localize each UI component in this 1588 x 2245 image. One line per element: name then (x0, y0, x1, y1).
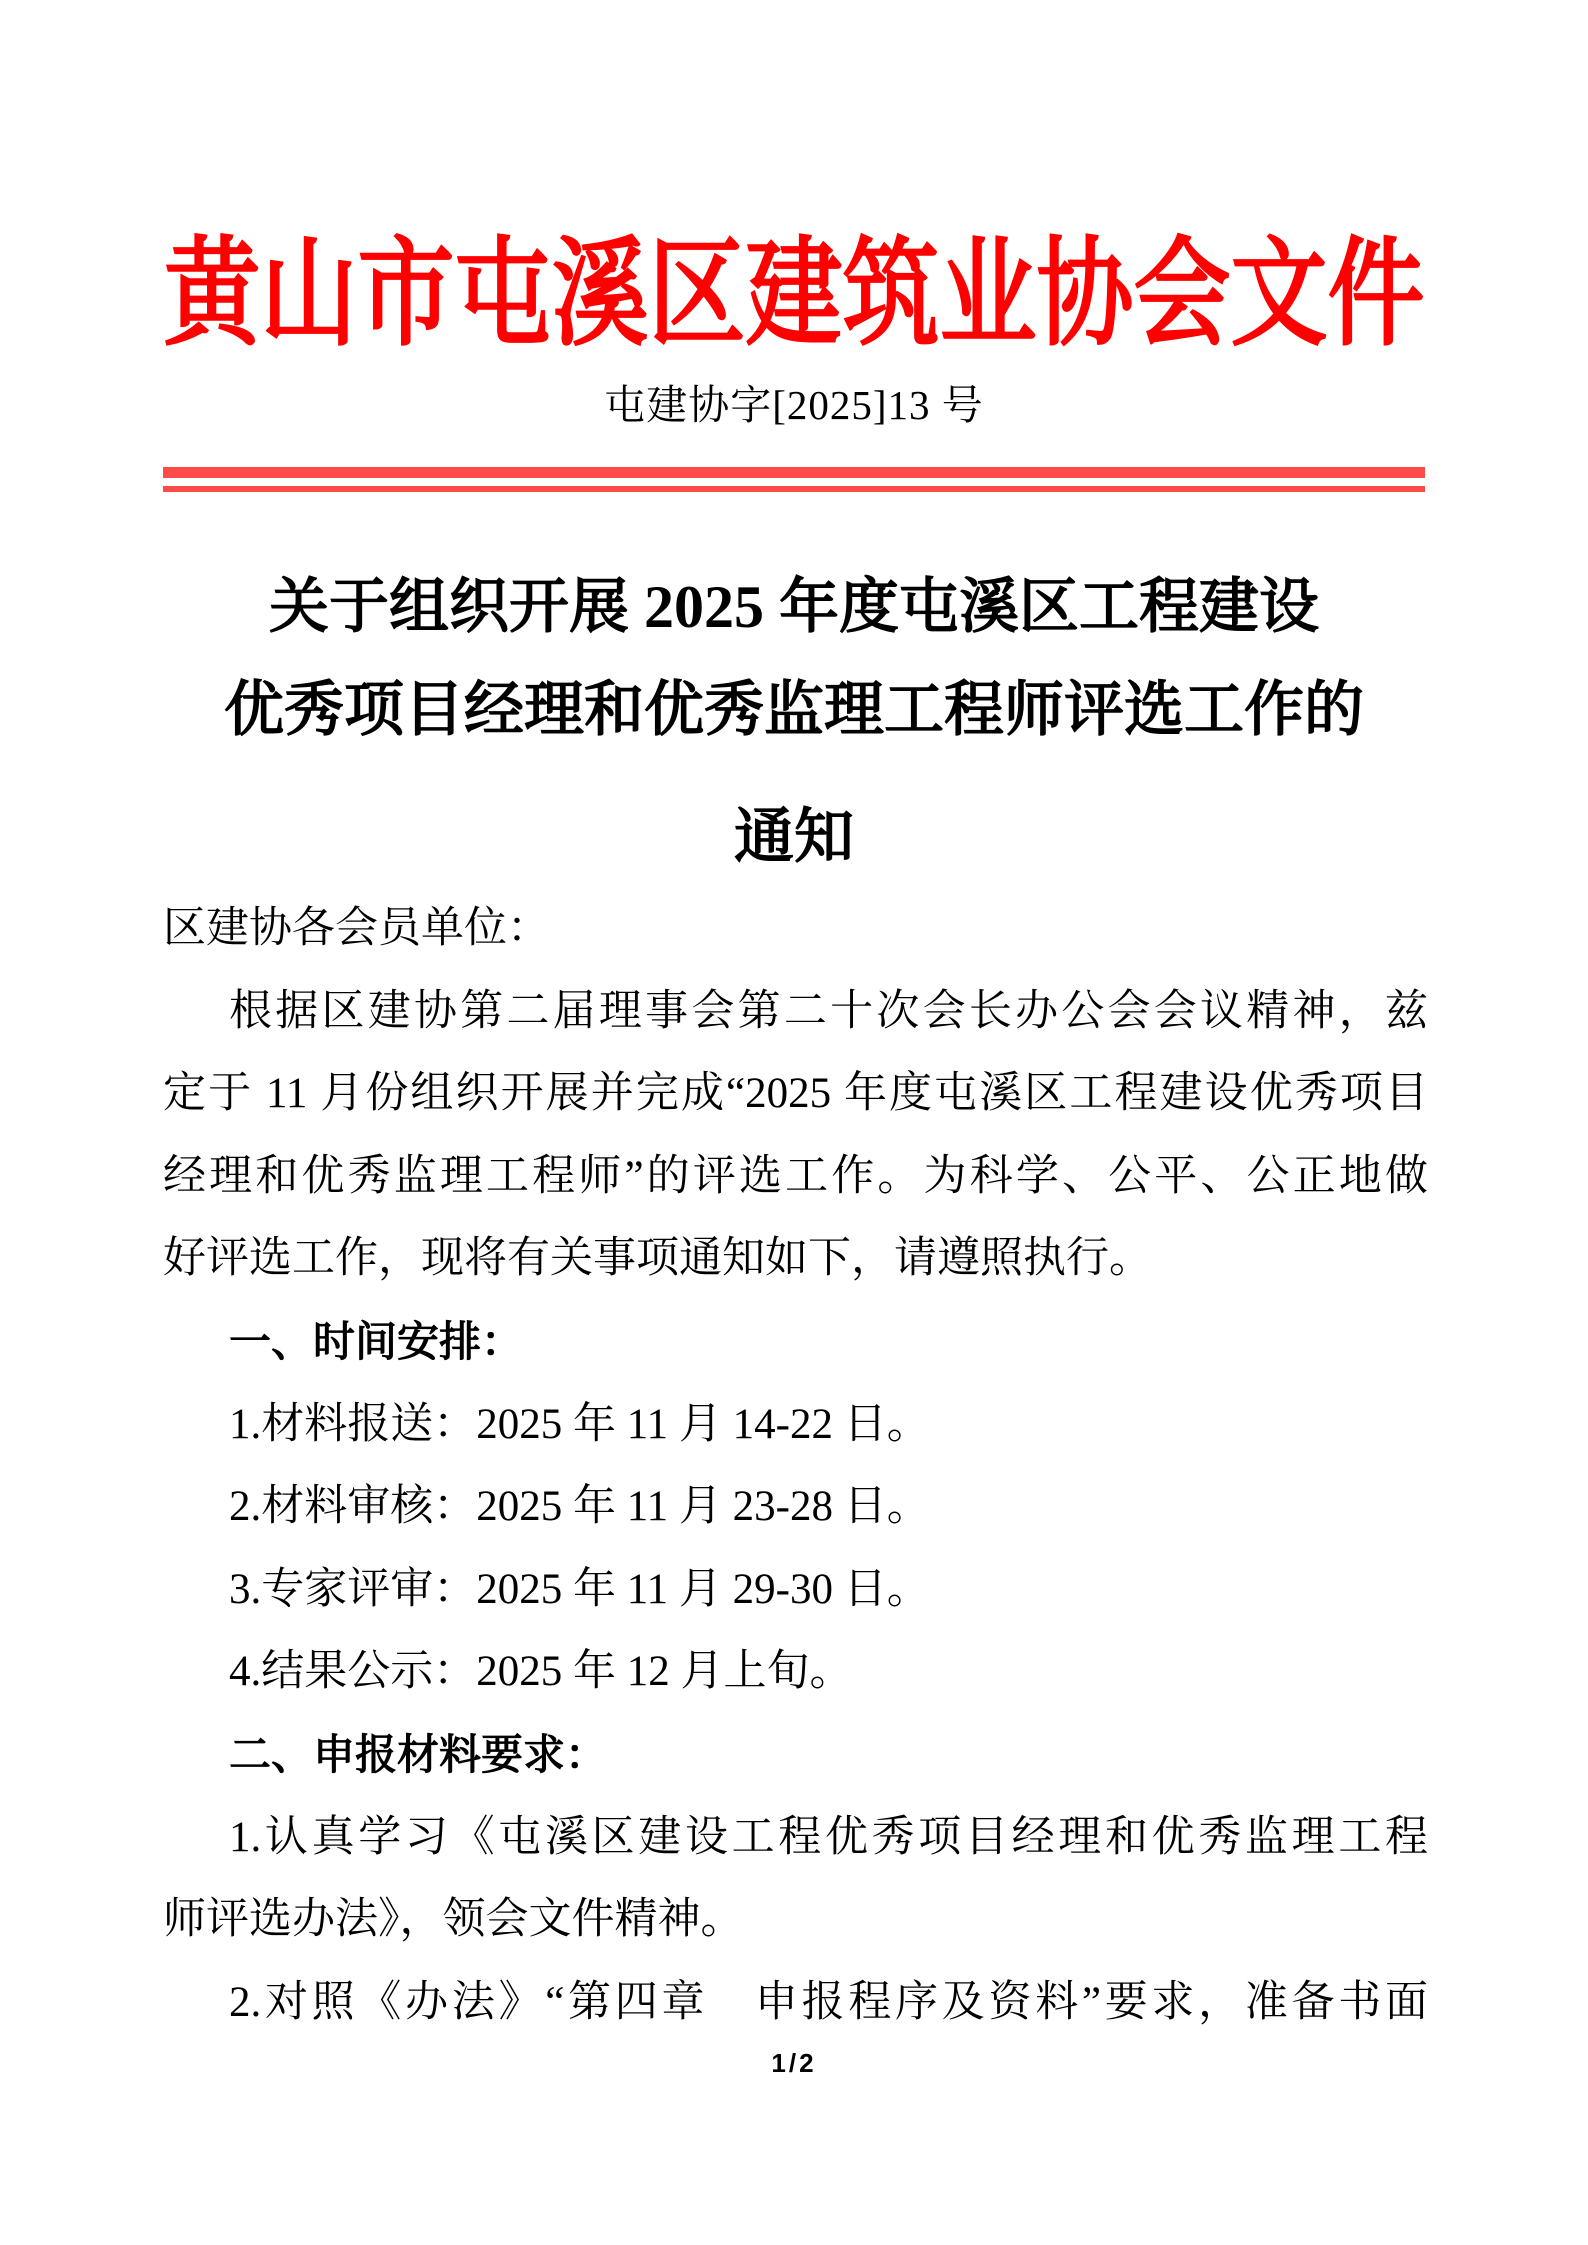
document-title-line-3: 通知 (734, 804, 854, 870)
document-title-line-2: 优秀项目经理和优秀监理工程师评选工作的 (224, 677, 1364, 743)
document-line: 3.专家评审：2025 年 11 月 29-30 日。 (229, 1565, 930, 1613)
document-line: 经理和优秀监理工程师”的评选工作。为科学、公平、公正地做 (163, 1152, 1428, 1200)
doc-number: 屯建协字[2025]13 号 (604, 382, 984, 428)
document-line: 师评选办法》，领会文件精神。 (163, 1896, 744, 1944)
document-line: 好评选工作，现将有关事项通知如下，请遵照执行。 (163, 1235, 1152, 1283)
document-line: 4.结果公示：2025 年 12 月上旬。 (229, 1648, 853, 1696)
document-line: 定于 11 月份组织开展并完成“2025 年度屯溪区工程建设优秀项目 (163, 1070, 1428, 1118)
document-line: 2.材料审核：2025 年 11 月 23-28 日。 (229, 1483, 930, 1531)
page-number: 1/2 (771, 2048, 817, 2078)
red-rule-thick (163, 467, 1425, 478)
document-body (163, 888, 1428, 2044)
document-line: 根据区建协第二届理事会第二十次会长办公会会议精神，兹 (229, 987, 1428, 1035)
document-line: 2.对照《办法》“第四章 申报程序及资料”要求，准备书面 (229, 1978, 1428, 2026)
red-rule-thin (163, 486, 1425, 492)
org-title: 黄山市屯溪区建筑业协会文件 (163, 229, 1425, 361)
document-line: 区建协各会员单位： (163, 905, 550, 952)
document-line: 1.认真学习《屯溪区建设工程优秀项目经理和优秀监理工程 (229, 1813, 1428, 1861)
document-line: 1.材料报送：2025 年 11 月 14-22 日。 (229, 1400, 930, 1448)
section-heading: 二、申报材料要求： (229, 1730, 608, 1778)
document-title (110, 556, 1478, 889)
section-heading: 一、时间安排： (229, 1317, 524, 1365)
document-title-line-1: 关于组织开展 2025 年度屯溪区工程建设 (269, 574, 1319, 640)
